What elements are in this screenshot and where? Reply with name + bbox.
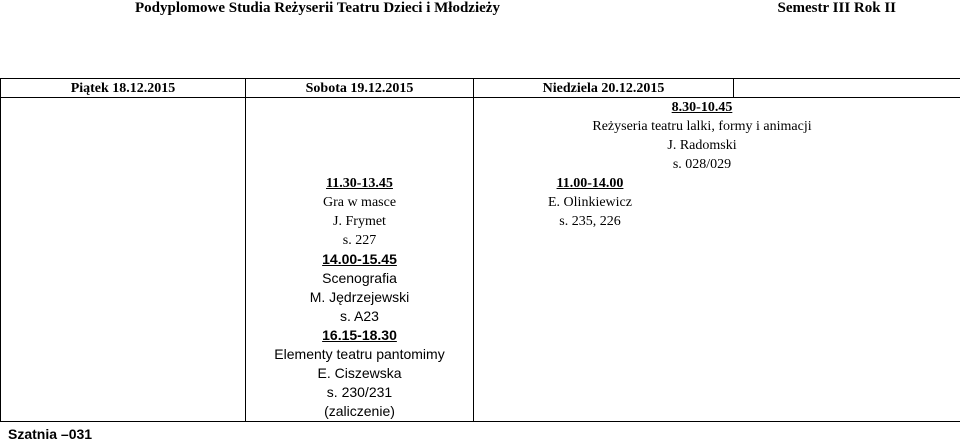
class-time: 11.30-13.45 [246,174,473,193]
class-subject: Reżyseria teatru lalki, formy i animacji [459,117,945,136]
schedule-row [1,98,960,422]
saturday-cell [246,98,474,422]
class-teacher: E. Olinkiewicz [515,193,665,212]
empty-header-cell [734,79,960,98]
class-block [246,174,473,250]
class-teacher: J. Frymet [246,212,473,231]
class-subject: Elementy teatru pantomimy [246,345,473,364]
class-room: s. 235, 226 [515,212,665,231]
class-room: s. 227 [246,231,473,250]
day-friday: Piątek 18.12.2015 [1,79,246,98]
page-title: Podyplomowe Studia Reżyserii Teatru Dzieci i Młodzieży [135,0,500,17]
class-time: 8.30-10.45 [459,98,945,117]
class-subject: Gra w masce [246,193,473,212]
class-room: s. A23 [246,307,473,326]
class-teacher: E. Ciszewska [246,364,473,383]
class-teacher: M. Jędrzejewski [246,288,473,307]
class-room: s. 230/231 [246,383,473,402]
class-block [459,98,945,174]
class-time: 16.15-18.30 [246,326,473,345]
day-sunday: Niedziela 20.12.2015 [474,79,734,98]
day-header-row [1,79,960,98]
sunday-cell [474,98,960,422]
class-teacher: J. Radomski [459,136,945,155]
class-subject: Scenografia [246,269,473,288]
friday-cell [1,98,246,422]
schedule-table [0,78,960,422]
class-time: 14.00-15.45 [246,250,473,269]
day-saturday: Sobota 19.12.2015 [246,79,474,98]
class-time: 11.00-14.00 [515,174,665,193]
semester-label: Semestr III Rok II [778,0,896,17]
class-block [246,326,473,421]
class-block [246,250,473,326]
class-block [515,174,665,231]
cloakroom-label: Szatnia –031 [8,426,92,442]
class-note: (zaliczenie) [246,402,473,421]
class-room: s. 028/029 [459,155,945,174]
